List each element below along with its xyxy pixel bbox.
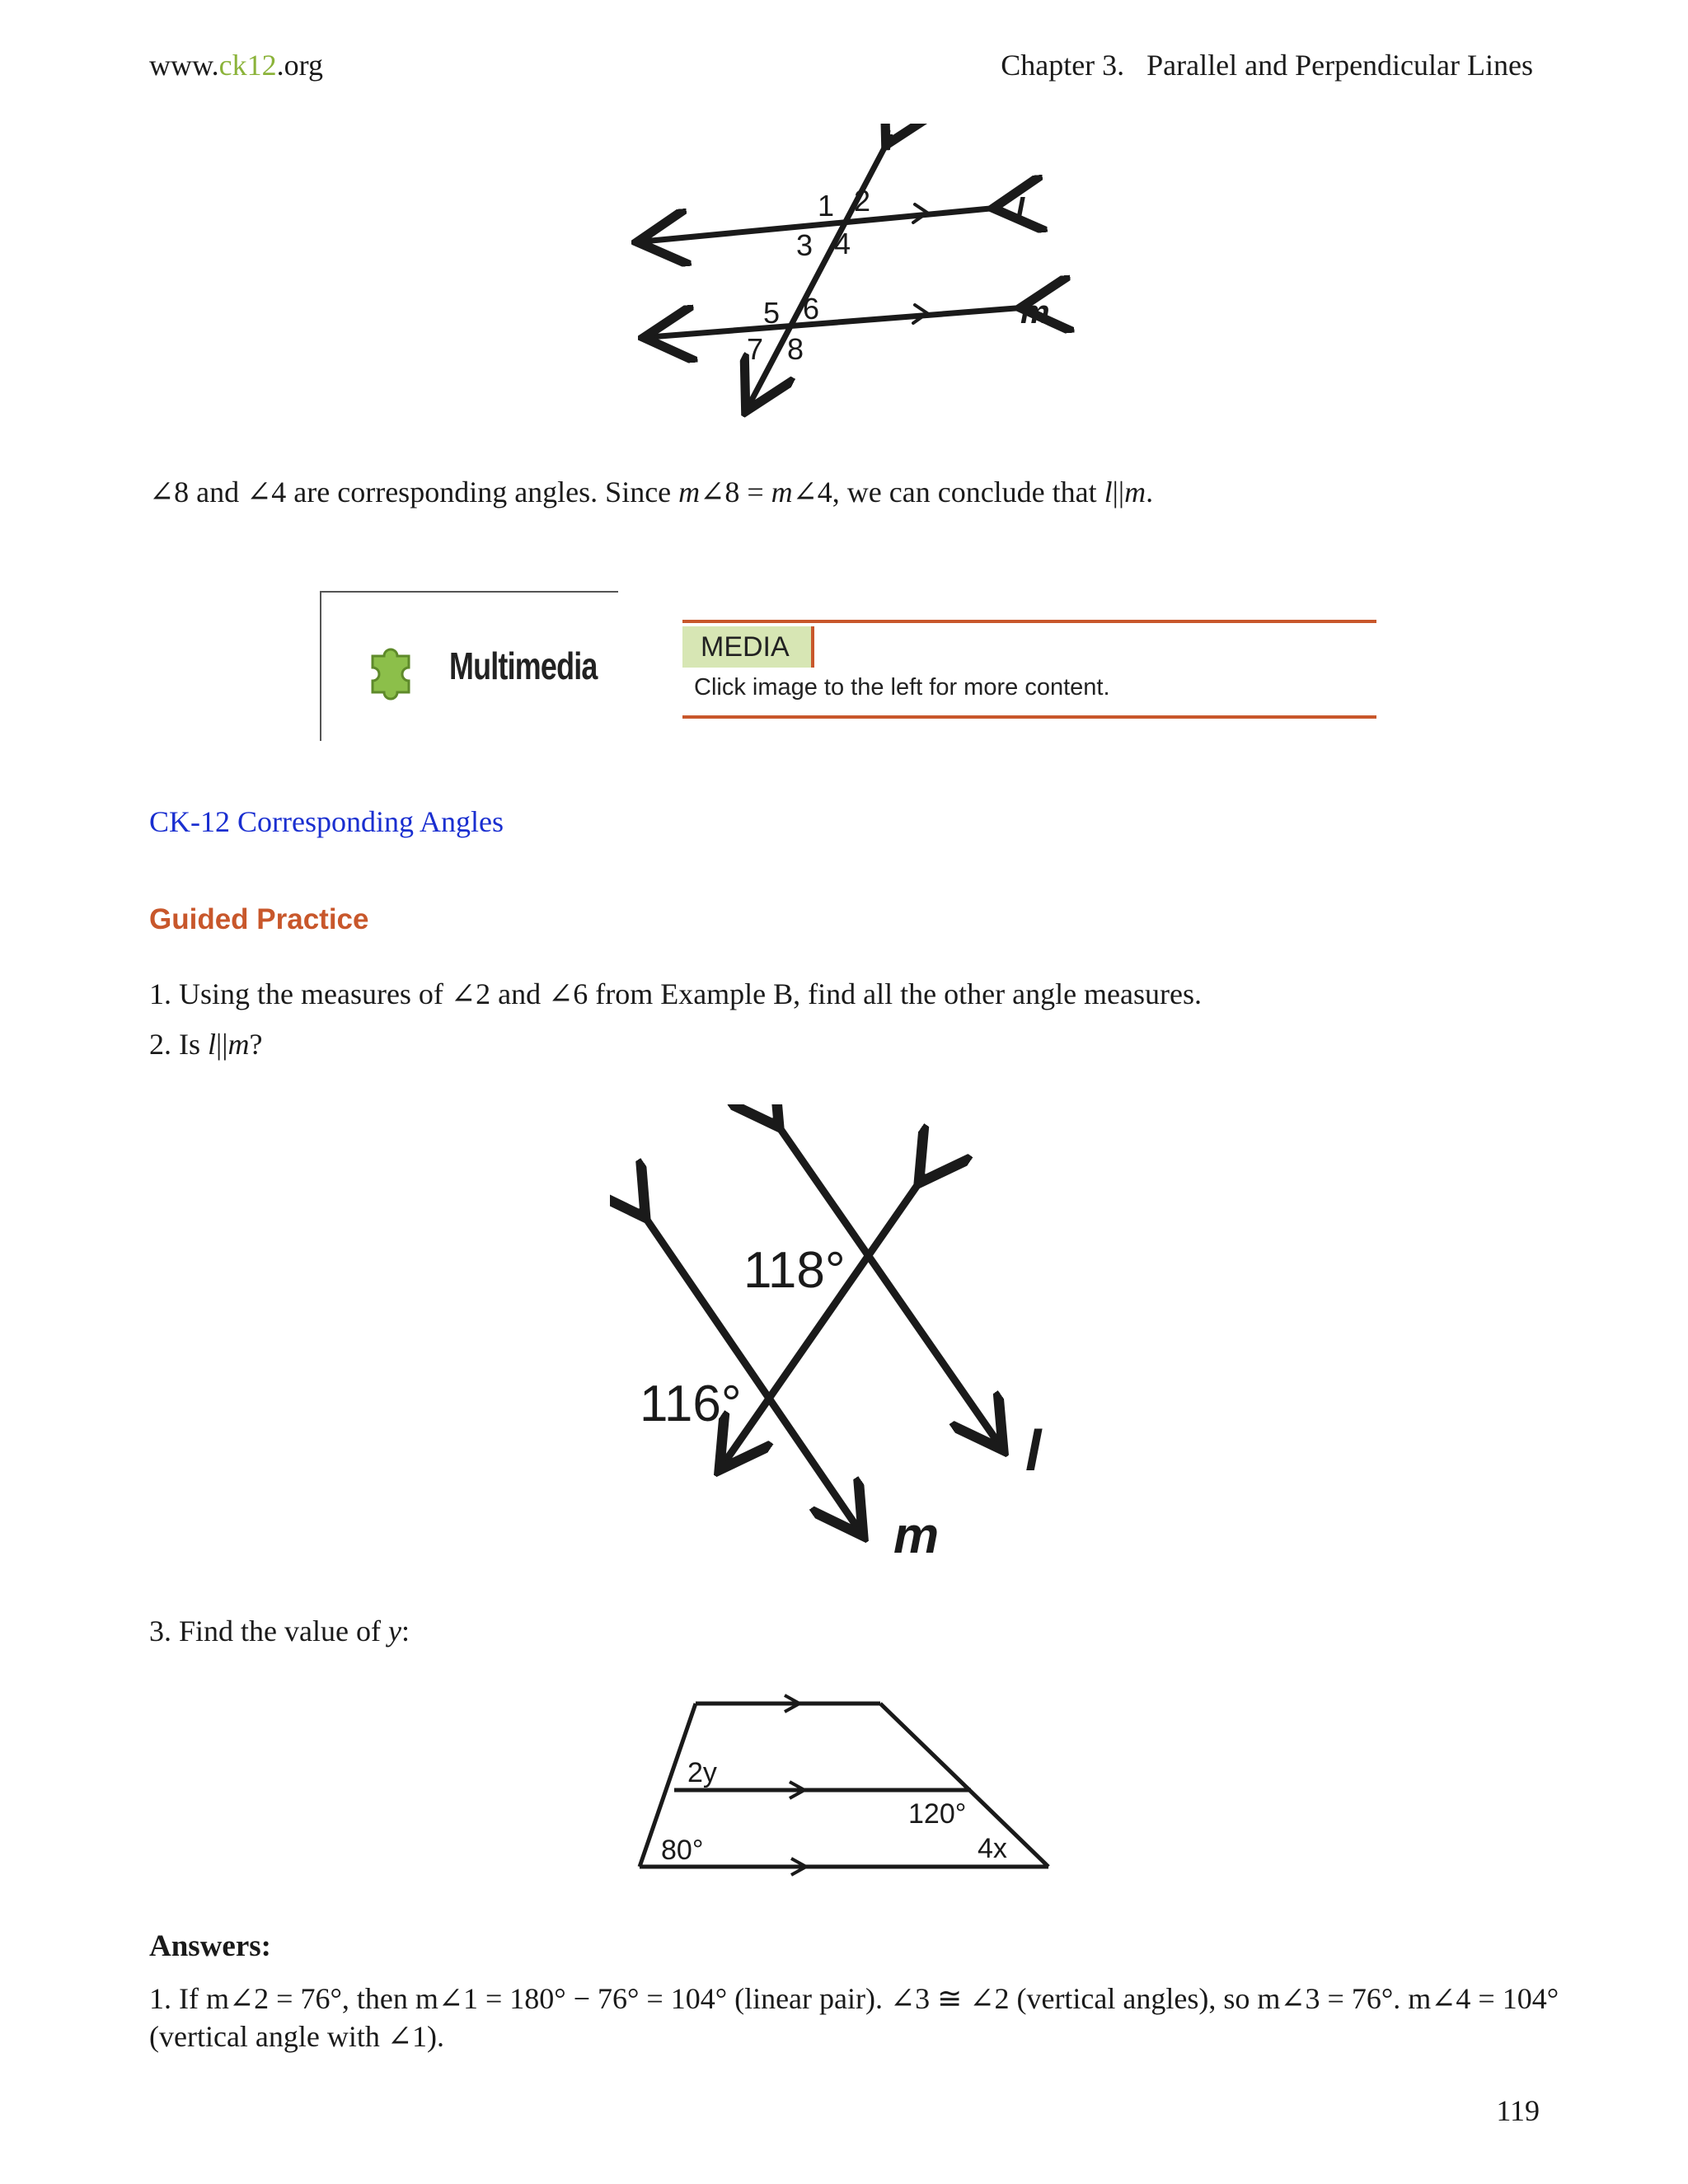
answer-1-line-2: (vertical angle with ∠1). xyxy=(149,2020,445,2053)
para1-var-l: l xyxy=(1104,476,1113,509)
corresponding-angles-paragraph xyxy=(149,473,1153,511)
label-120: 120° xyxy=(908,1798,967,1830)
q2-var-l: l xyxy=(208,1028,217,1061)
label-m: m xyxy=(1020,294,1050,330)
page-number: 119 xyxy=(1496,2094,1540,2127)
figure-transversal-diagram xyxy=(610,124,1104,429)
figure-crossing-lines-diagram xyxy=(610,1104,1071,1566)
label-4x: 4x xyxy=(978,1833,1007,1864)
angle-116: 116° xyxy=(640,1376,742,1432)
q2-var-m: m xyxy=(227,1028,250,1061)
angle-label-5: 5 xyxy=(763,296,781,330)
label-t: t xyxy=(882,124,892,157)
puzzle-piece-icon xyxy=(363,638,429,704)
label-m-fig2: m xyxy=(893,1507,940,1564)
corresponding-angles-link[interactable]: CK-12 Corresponding Angles xyxy=(149,805,504,838)
angle-118: 118° xyxy=(743,1242,846,1299)
para1-var-m3: m xyxy=(1124,476,1146,509)
q2-text-a: 2. Is xyxy=(149,1028,208,1061)
para1-var-m1: m xyxy=(678,476,701,509)
trapezoid-right-side xyxy=(880,1704,1048,1867)
q3-text-a: 3. Find the value of xyxy=(149,1615,388,1647)
angle-label-2: 2 xyxy=(854,184,871,218)
multimedia-thumbnail[interactable] xyxy=(320,591,618,741)
label-80: 80° xyxy=(661,1835,704,1866)
angle-label-8: 8 xyxy=(787,332,804,366)
para1-var-m2: m xyxy=(771,476,793,509)
q3-colon: : xyxy=(401,1615,410,1647)
label-l-fig2: l xyxy=(1025,1418,1042,1483)
angle-label-6: 6 xyxy=(803,292,820,326)
para1-text-c: ∠8 = xyxy=(700,476,771,509)
media-tag: MEDIA xyxy=(682,626,814,668)
q2-question-mark: ? xyxy=(249,1028,263,1061)
media-caption: Click image to the left for more content. xyxy=(694,674,1110,701)
answers-title: Answers: xyxy=(149,1929,271,1963)
site-url xyxy=(149,48,323,82)
transversal-fig2 xyxy=(724,1177,923,1464)
para1-text-a: ∠8 and ∠4 are corresponding angles. Since xyxy=(149,476,679,509)
line-m xyxy=(649,307,1026,337)
question-3 xyxy=(149,1612,410,1650)
guided-practice-title: Guided Practice xyxy=(149,903,369,935)
para1-text-e: ∠4, we can conclude that xyxy=(792,476,1104,509)
para1-parallel-symbol: || xyxy=(1112,476,1125,509)
para1-period: . xyxy=(1146,476,1154,509)
angle-label-4: 4 xyxy=(834,227,851,260)
chapter-title: Chapter 3. Parallel and Perpendicular Lines xyxy=(1001,49,1533,82)
question-1: 1. Using the measures of ∠2 and ∠6 from Example B, find all the other angle measures. xyxy=(149,977,1202,1010)
multimedia-label: Multimedia xyxy=(449,644,598,687)
angle-label-3: 3 xyxy=(796,228,814,262)
q2-parallel-symbol: || xyxy=(216,1028,228,1061)
media-info-bar xyxy=(682,620,1376,719)
site-brand: ck12 xyxy=(218,49,277,82)
q3-var-y: y xyxy=(387,1615,401,1647)
site-suffix: .org xyxy=(276,49,323,82)
angle-label-1: 1 xyxy=(818,189,835,223)
angle-label-7: 7 xyxy=(747,332,764,366)
label-l: l xyxy=(1015,192,1025,228)
figure-trapezoid-diagram xyxy=(626,1681,1071,1887)
site-prefix: www. xyxy=(149,49,219,82)
label-2y: 2y xyxy=(687,1757,717,1788)
question-2 xyxy=(149,1025,262,1063)
answer-1-line-1: 1. If m∠2 = 76°, then m∠1 = 180° − 76° = 104° (linear pair). ∠3 ≅ ∠2 (vertical angles), so m∠3 = 76°. m∠4 = 104° xyxy=(149,1982,1559,2015)
line-t xyxy=(748,140,889,406)
